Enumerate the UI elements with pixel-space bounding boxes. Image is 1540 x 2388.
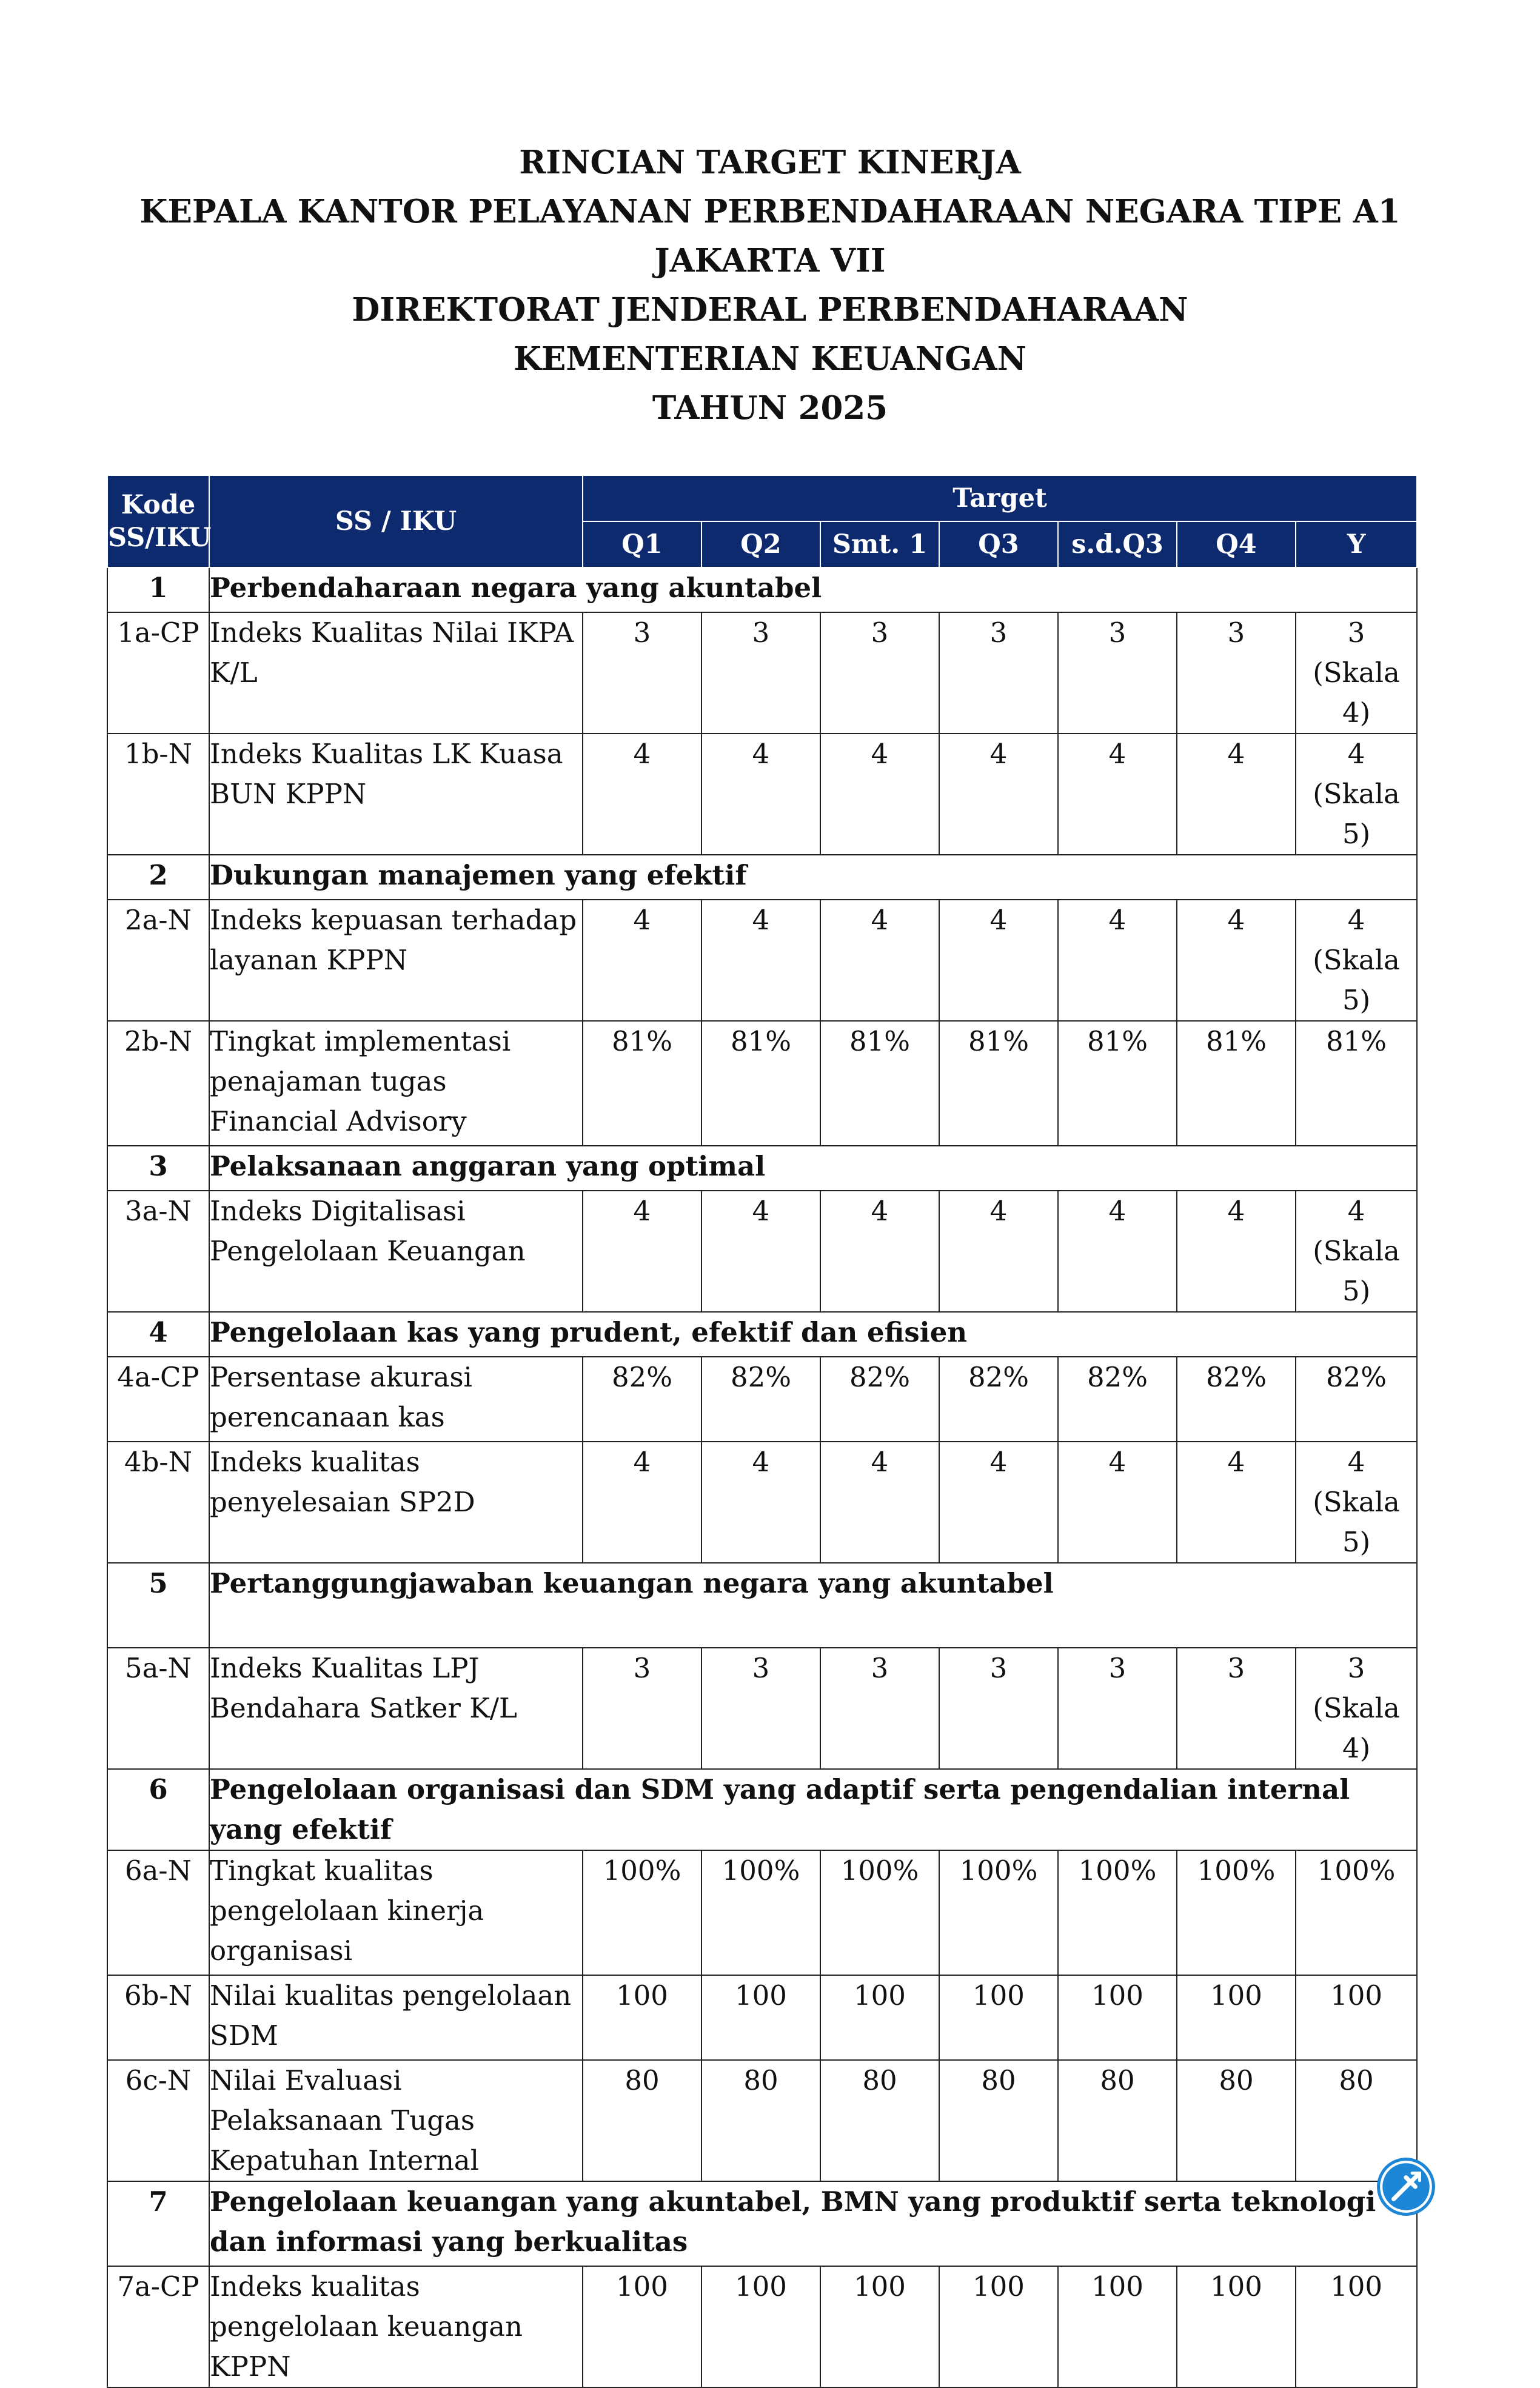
header-col-sdq3: s.d.Q3: [1058, 521, 1177, 567]
iku-name: Indeks kualitas pengelolaan keuangan KPPN: [209, 2266, 583, 2387]
target-q2: 82%: [701, 1357, 820, 1442]
target-y-value: 4: [1347, 1446, 1365, 1478]
target-y-scale: (Skala 5): [1313, 778, 1400, 850]
target-y-scale: (Skala 5): [1313, 1486, 1400, 1558]
target-y: [1296, 734, 1417, 855]
iku-code: 5a-N: [107, 1648, 209, 1769]
ss-row: [107, 1312, 1417, 1357]
iku-code: 4a-CP: [107, 1357, 209, 1442]
target-q3: 4: [939, 1442, 1058, 1563]
target-sdq3: 81%: [1058, 1021, 1177, 1146]
target-y: 82%: [1296, 1357, 1417, 1442]
target-y: [1296, 1442, 1417, 1563]
target-q3: 3: [939, 612, 1058, 734]
target-sdq3: 82%: [1058, 1357, 1177, 1442]
iku-code: 4b-N: [107, 1442, 209, 1563]
header-ss-iku: SS / IKU: [209, 475, 583, 567]
target-q1: 4: [583, 1442, 701, 1563]
header-target: Target: [583, 475, 1417, 521]
ss-label: Pertanggungjawaban keuangan negara yang akuntabel: [209, 1563, 1417, 1648]
iku-row: [107, 1191, 1417, 1312]
target-smt1: 4: [820, 734, 939, 855]
target-sdq3: 4: [1058, 900, 1177, 1021]
target-sdq3: 100%: [1058, 1850, 1177, 1975]
target-smt1: 100%: [820, 1850, 939, 1975]
target-y-scale: (Skala 4): [1313, 1692, 1400, 1764]
iku-row: [107, 1357, 1417, 1442]
iku-name: Nilai Evaluasi Pelaksanaan Tugas Kepatuhan Internal: [209, 2060, 583, 2181]
iku-row: [107, 734, 1417, 855]
target-q4: 4: [1177, 1191, 1296, 1312]
iku-name: Nilai kualitas pengelolaan SDM: [209, 1975, 583, 2060]
target-q2: 3: [701, 1648, 820, 1769]
header-col-y: Y: [1296, 521, 1417, 567]
target-q4: 100: [1177, 2266, 1296, 2387]
target-y-scale: (Skala 5): [1313, 1235, 1400, 1307]
title-line-4: DIREKTORAT JENDERAL PERBENDAHARAAN: [352, 291, 1188, 329]
target-y: [1296, 612, 1417, 734]
ss-row: [107, 567, 1417, 612]
target-q1: 100: [583, 1975, 701, 2060]
iku-name: Indeks kualitas penyelesaian SP2D: [209, 1442, 583, 1563]
target-y-value: 3: [1347, 1652, 1365, 1684]
document-title: [0, 138, 1540, 433]
iku-name: Indeks Kualitas Nilai IKPA K/L: [209, 612, 583, 734]
target-smt1: 100: [820, 2266, 939, 2387]
iku-code: 2b-N: [107, 1021, 209, 1146]
target-q3: 100: [939, 1975, 1058, 2060]
header-col-q1: Q1: [583, 521, 701, 567]
target-q1: 4: [583, 1191, 701, 1312]
target-y-value: 4: [1347, 904, 1365, 936]
target-q2: 81%: [701, 1021, 820, 1146]
ss-label: Pengelolaan keuangan yang akuntabel, BMN yang produktif serta teknologi dan informasi yang berkualitas: [209, 2181, 1417, 2266]
target-q3: 80: [939, 2060, 1058, 2181]
target-sdq3: 3: [1058, 612, 1177, 734]
header-kode: [107, 475, 212, 567]
target-smt1: 3: [820, 612, 939, 734]
target-q2: 4: [701, 1442, 820, 1563]
ss-label: Dukungan manajemen yang efektif: [209, 855, 1417, 900]
target-y: [1296, 1648, 1417, 1769]
header-col-smt1: Smt. 1: [820, 521, 939, 567]
target-q2: 4: [701, 1191, 820, 1312]
target-smt1: 4: [820, 900, 939, 1021]
iku-row: [107, 2266, 1417, 2387]
ss-row: [107, 855, 1417, 900]
target-q4: 3: [1177, 612, 1296, 734]
target-y-scale: (Skala 4): [1313, 657, 1400, 729]
ss-code: 1: [107, 567, 209, 612]
ss-row: [107, 1563, 1417, 1648]
target-sdq3: 4: [1058, 1442, 1177, 1563]
target-q4: 100%: [1177, 1850, 1296, 1975]
ss-code: 3: [107, 1146, 209, 1191]
ss-row: [107, 2181, 1417, 2266]
target-sdq3: 4: [1058, 734, 1177, 855]
target-q3: 81%: [939, 1021, 1058, 1146]
target-q1: 81%: [583, 1021, 701, 1146]
header-col-q4: Q4: [1177, 521, 1296, 567]
target-smt1: 4: [820, 1442, 939, 1563]
target-smt1: 4: [820, 1191, 939, 1312]
target-q4: 100: [1177, 1975, 1296, 2060]
target-y: 80: [1296, 2060, 1417, 2181]
target-q1: 80: [583, 2060, 701, 2181]
target-q4: 4: [1177, 734, 1296, 855]
ss-code: 4: [107, 1312, 209, 1357]
header-col-q2: Q2: [701, 521, 820, 567]
kemenkeu-logo-icon: [1375, 2156, 1437, 2218]
target-kinerja-table: [107, 475, 1418, 2388]
target-smt1: 3: [820, 1648, 939, 1769]
iku-row: [107, 1442, 1417, 1563]
title-line-6: TAHUN 2025: [652, 389, 888, 427]
title-line-1: RINCIAN TARGET KINERJA: [519, 144, 1021, 181]
ss-code: 7: [107, 2181, 209, 2266]
ss-row: [107, 1769, 1417, 1850]
ss-label: Perbendaharaan negara yang akuntabel: [209, 567, 1417, 612]
target-q1: 82%: [583, 1357, 701, 1442]
target-q4: 82%: [1177, 1357, 1296, 1442]
target-y-value: 3: [1347, 617, 1365, 649]
iku-name: Tingkat kualitas pengelolaan kinerja organisasi: [209, 1850, 583, 1975]
iku-row: [107, 1648, 1417, 1769]
ss-code: 6: [107, 1769, 209, 1850]
iku-row: [107, 1021, 1417, 1146]
iku-code: 6c-N: [107, 2060, 209, 2181]
iku-name: Indeks kepuasan terhadap layanan KPPN: [209, 900, 583, 1021]
target-q4: 4: [1177, 900, 1296, 1021]
ss-label: Pengelolaan organisasi dan SDM yang adaptif serta pengendalian internal yang efektif: [209, 1769, 1417, 1850]
target-q2: 100: [701, 2266, 820, 2387]
target-q1: 100%: [583, 1850, 701, 1975]
iku-name: Indeks Kualitas LPJ Bendahara Satker K/L: [209, 1648, 583, 1769]
target-y: 100: [1296, 1975, 1417, 2060]
target-q4: 81%: [1177, 1021, 1296, 1146]
target-sdq3: 100: [1058, 1975, 1177, 2060]
ss-label: Pengelolaan kas yang prudent, efektif dan efisien: [209, 1312, 1417, 1357]
iku-code: 7a-CP: [107, 2266, 209, 2387]
iku-code: 6a-N: [107, 1850, 209, 1975]
ss-label: Pelaksanaan anggaran yang optimal: [209, 1146, 1417, 1191]
iku-row: [107, 1850, 1417, 1975]
target-q2: 3: [701, 612, 820, 734]
target-smt1: 81%: [820, 1021, 939, 1146]
target-y: 100: [1296, 2266, 1417, 2387]
target-q2: 4: [701, 734, 820, 855]
target-y: 81%: [1296, 1021, 1417, 1146]
target-q3: 4: [939, 734, 1058, 855]
iku-code: 3a-N: [107, 1191, 209, 1312]
target-q3: 4: [939, 900, 1058, 1021]
target-smt1: 80: [820, 2060, 939, 2181]
iku-row: [107, 1975, 1417, 2060]
title-line-2: KEPALA KANTOR PELAYANAN PERBENDAHARAAN NEGARA TIPE A1: [139, 193, 1401, 230]
target-y: [1296, 900, 1417, 1021]
target-q3: 4: [939, 1191, 1058, 1312]
iku-code: 1b-N: [107, 734, 209, 855]
target-y-scale: (Skala 5): [1313, 944, 1400, 1016]
target-smt1: 100: [820, 1975, 939, 2060]
target-smt1: 82%: [820, 1357, 939, 1442]
iku-name: Tingkat implementasi penajaman tugas Financial Advisory: [209, 1021, 583, 1146]
iku-code: 6b-N: [107, 1975, 209, 2060]
header-kode-line1: Kode: [121, 490, 196, 520]
ss-row: [107, 1146, 1417, 1191]
target-q1: 4: [583, 900, 701, 1021]
iku-name: Indeks Digitalisasi Pengelolaan Keuangan: [209, 1191, 583, 1312]
target-y-value: 4: [1347, 1195, 1365, 1227]
target-q1: 100: [583, 2266, 701, 2387]
ss-code: 5: [107, 1563, 209, 1648]
target-q3: 3: [939, 1648, 1058, 1769]
target-q1: 4: [583, 734, 701, 855]
iku-row: [107, 900, 1417, 1021]
target-q2: 4: [701, 900, 820, 1021]
target-q2: 80: [701, 2060, 820, 2181]
title-line-3: JAKARTA VII: [654, 242, 886, 279]
target-q3: 100%: [939, 1850, 1058, 1975]
target-sdq3: 3: [1058, 1648, 1177, 1769]
iku-name: Indeks Kualitas LK Kuasa BUN KPPN: [209, 734, 583, 855]
title-line-5: KEMENTERIAN KEUANGAN: [513, 340, 1027, 378]
target-q3: 82%: [939, 1357, 1058, 1442]
target-q3: 100: [939, 2266, 1058, 2387]
target-q2: 100%: [701, 1850, 820, 1975]
target-y: 100%: [1296, 1850, 1417, 1975]
iku-code: 2a-N: [107, 900, 209, 1021]
target-q4: 4: [1177, 1442, 1296, 1563]
header-kode-line2: SS/IKU: [108, 523, 212, 553]
target-q2: 100: [701, 1975, 820, 2060]
iku-code: 1a-CP: [107, 612, 209, 734]
target-sdq3: 100: [1058, 2266, 1177, 2387]
target-y-value: 4: [1347, 738, 1365, 770]
iku-row: [107, 612, 1417, 734]
target-sdq3: 4: [1058, 1191, 1177, 1312]
header-col-q3: Q3: [939, 521, 1058, 567]
target-q4: 80: [1177, 2060, 1296, 2181]
target-sdq3: 80: [1058, 2060, 1177, 2181]
target-y: [1296, 1191, 1417, 1312]
iku-name: Persentase akurasi perencanaan kas: [209, 1357, 583, 1442]
ss-code: 2: [107, 855, 209, 900]
iku-row: [107, 2060, 1417, 2181]
target-q1: 3: [583, 1648, 701, 1769]
target-q1: 3: [583, 612, 701, 734]
target-q4: 3: [1177, 1648, 1296, 1769]
